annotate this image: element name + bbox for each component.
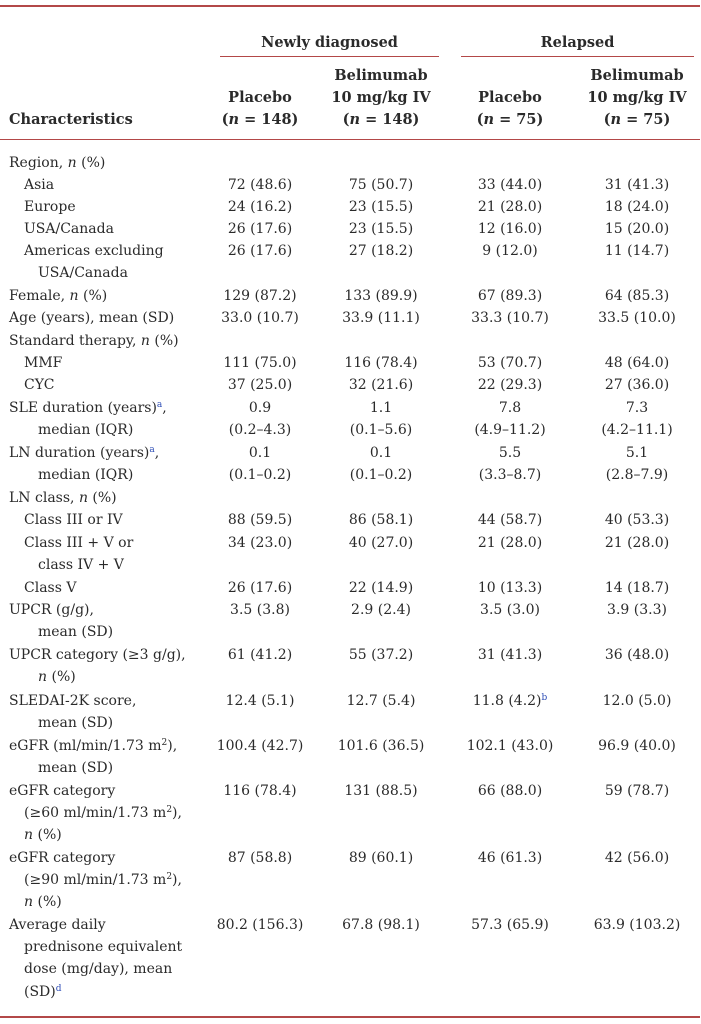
- row-label-prednisone-cont3: (SD)$^d$: [24, 984, 62, 1000]
- cell: 33.9 (11.1): [342, 310, 420, 326]
- row-label-ln-duration: LN duration (years)$^a$,: [9, 445, 160, 461]
- row-label-egfr-90-cont2: n (%): [24, 894, 62, 910]
- row-label-sledai-cont: mean (SD): [38, 715, 114, 731]
- characteristics-header: Characteristics: [9, 111, 133, 128]
- row-label-prednisone-cont2: dose (mg/day), mean: [24, 961, 173, 977]
- row-label-prednisone-cont: prednisone equivalent: [24, 939, 183, 955]
- col-header-placebo-new: Placebo (n = 148): [221, 89, 299, 128]
- cell: 89 (60.1): [348, 850, 414, 866]
- cell: 10 (13.3): [477, 580, 543, 596]
- cell: 37 (25.0): [227, 377, 293, 393]
- cell: 86 (58.1): [348, 512, 414, 528]
- row-label-mmf: MMF: [24, 355, 63, 371]
- cell: 14 (18.7): [604, 580, 670, 596]
- group-header-newly-diagnosed: Newly diagnosed: [261, 34, 398, 51]
- row-label-americas-cont: USA/Canada: [38, 265, 128, 281]
- row-label-sledai: SLEDAI-2K score,: [9, 693, 137, 709]
- cell: 3.5 (3.8): [230, 602, 290, 618]
- cell: 3.9 (3.3): [607, 602, 667, 618]
- cell: (0.2–4.3): [228, 422, 292, 438]
- cell: 12 (16.0): [477, 221, 543, 237]
- cell: 7.8: [498, 400, 522, 416]
- cell: 42 (56.0): [604, 850, 670, 866]
- cell: 12.7 (5.4): [346, 693, 416, 709]
- cell: (2.8–7.9): [605, 467, 669, 483]
- cell: 61 (41.2): [227, 647, 293, 663]
- cell: 66 (88.0): [477, 783, 543, 799]
- cell: 55 (37.2): [348, 647, 414, 663]
- cell: 40 (53.3): [604, 512, 670, 528]
- row-label-upcr-category: UPCR category (≥3 g/g),: [9, 647, 186, 663]
- row-label-class-iii-iv: Class III or IV: [24, 512, 123, 528]
- cell: (3.3–8.7): [478, 467, 542, 483]
- row-label-standard-therapy: Standard therapy, n (%): [9, 333, 179, 349]
- row-label-egfr: eGFR (ml/min/1.73 $m^2$),: [9, 738, 178, 754]
- col-header-belimumab-new: Belimumab 10 mg/kg IV (n = 148): [331, 67, 431, 128]
- cell: 21 (28.0): [477, 535, 543, 551]
- cell: 101.6 (36.5): [337, 738, 425, 754]
- row-label-egfr-cont: mean (SD): [38, 760, 114, 776]
- cell: 88 (59.5): [227, 512, 293, 528]
- cell: 0.9: [248, 400, 272, 416]
- row-label-class-iii-v: Class III + V or: [24, 535, 134, 551]
- cell: 24 (16.2): [227, 199, 293, 215]
- row-label-sle-duration-cont: median (IQR): [38, 422, 134, 438]
- cell: 18 (24.0): [604, 199, 670, 215]
- row-label-cyc: CYC: [24, 377, 55, 393]
- cell: 100.4 (42.7): [216, 738, 304, 754]
- row-label-age: Age (years), mean (SD): [9, 310, 175, 326]
- cell: 12.0 (5.0): [602, 693, 672, 709]
- cell: (4.2–11.1): [601, 422, 673, 438]
- row-label-class-iii-v-cont: class IV + V: [38, 557, 124, 573]
- cell: 31 (41.3): [604, 177, 670, 193]
- cell: 5.5: [498, 445, 522, 461]
- cell: 33.5 (10.0): [598, 310, 676, 326]
- cell: 22 (29.3): [477, 377, 543, 393]
- cell: 59 (78.7): [604, 783, 670, 799]
- cell: 22 (14.9): [348, 580, 414, 596]
- cell: 44 (58.7): [477, 512, 543, 528]
- row-label-egfr-60-cont: (≥60 ml/min/1.73 $m^2$),: [24, 805, 182, 821]
- row-label-egfr-90: eGFR category: [9, 850, 116, 866]
- cell: 46 (61.3): [477, 850, 543, 866]
- cell: (0.1–0.2): [349, 467, 413, 483]
- row-label-egfr-90-cont: (≥90 ml/min/1.73 $m^2$),: [24, 872, 182, 888]
- col-header-belimumab-relapsed: Belimumab 10 mg/kg IV (n = 75): [587, 67, 687, 128]
- cell: (0.1–0.2): [228, 467, 292, 483]
- cell: 53 (70.7): [477, 355, 543, 371]
- cell: 33.0 (10.7): [221, 310, 299, 326]
- cell: 0.1: [248, 445, 272, 461]
- cell: 63.9 (103.2): [593, 917, 681, 933]
- cell: 102.1 (43.0): [466, 738, 554, 754]
- cell: 21 (28.0): [477, 199, 543, 215]
- table-top-rule: [0, 5, 700, 7]
- cell: 64 (85.3): [604, 288, 670, 304]
- cell: 133 (89.9): [344, 288, 418, 304]
- cell: 96.9 (40.0): [598, 738, 676, 754]
- cell: 7.3: [625, 400, 649, 416]
- row-label-europe: Europe: [24, 199, 76, 215]
- cell: 36 (48.0): [604, 647, 670, 663]
- row-label-prednisone: Average daily: [9, 917, 106, 933]
- cell: 40 (27.0): [348, 535, 414, 551]
- cell: 57.3 (65.9): [471, 917, 549, 933]
- cell: 12.4 (5.1): [225, 693, 295, 709]
- row-label-female: Female, n (%): [9, 288, 108, 304]
- cell: 87 (58.8): [227, 850, 293, 866]
- cell: 31 (41.3): [477, 647, 543, 663]
- cell: 15 (20.0): [604, 221, 670, 237]
- row-label-usa-canada: USA/Canada: [24, 221, 114, 237]
- row-label-ln-duration-cont: median (IQR): [38, 467, 134, 483]
- cell: 80.2 (156.3): [216, 917, 304, 933]
- group-header-relapsed: Relapsed: [540, 34, 615, 51]
- cell: 26 (17.6): [227, 221, 293, 237]
- cell: 116 (78.4): [223, 783, 297, 799]
- row-label-class-v: Class V: [24, 580, 77, 596]
- cell: 75 (50.7): [348, 177, 414, 193]
- row-label-upcr-cont: mean (SD): [38, 624, 114, 640]
- cell: 116 (78.4): [344, 355, 418, 371]
- cell: 23 (15.5): [348, 221, 414, 237]
- table-bottom-rule: [0, 1016, 700, 1018]
- cell: 72 (48.6): [227, 177, 293, 193]
- cell: 34 (23.0): [227, 535, 293, 551]
- row-label-ln-class: LN class, n (%): [9, 490, 117, 506]
- cell: 48 (64.0): [604, 355, 670, 371]
- cell: 26 (17.6): [227, 243, 293, 259]
- cell: 111 (75.0): [223, 355, 297, 371]
- cell: 26 (17.6): [227, 580, 293, 596]
- row-label-americas: Americas excluding: [24, 243, 164, 259]
- cell: 11 (14.7): [604, 243, 670, 259]
- row-label-upcr-category-cont: n (%): [38, 669, 76, 685]
- row-label-egfr-60-cont2: n (%): [24, 827, 62, 843]
- cell: 23 (15.5): [348, 199, 414, 215]
- col-header-placebo-relapsed: Placebo (n = 75): [476, 89, 544, 128]
- cell: 33.3 (10.7): [471, 310, 549, 326]
- cell: 32 (21.6): [348, 377, 414, 393]
- cell: 9 (12.0): [482, 243, 538, 259]
- cell: 67 (89.3): [477, 288, 543, 304]
- group-rule-newly-diagnosed: [220, 56, 439, 57]
- cell: 3.5 (3.0): [480, 602, 540, 618]
- group-rule-relapsed: [461, 56, 694, 57]
- cell: 33 (44.0): [477, 177, 543, 193]
- cell: 21 (28.0): [604, 535, 670, 551]
- row-label-sle-duration: SLE duration (years)$^a$,: [9, 400, 167, 416]
- cell: 11.8 $(4.2)^b$: [472, 693, 548, 709]
- cell: 27 (36.0): [604, 377, 670, 393]
- cell: 27 (18.2): [348, 243, 414, 259]
- cell: (0.1–5.6): [349, 422, 413, 438]
- cell: 67.8 (98.1): [342, 917, 420, 933]
- cell: 5.1: [625, 445, 649, 461]
- cell: 2.9 (2.4): [351, 602, 411, 618]
- row-label-upcr: UPCR (g/g),: [9, 602, 94, 618]
- cell: 1.1: [369, 400, 393, 416]
- cell: 131 (88.5): [344, 783, 418, 799]
- cell: 129 (87.2): [223, 288, 297, 304]
- header-rule: [0, 139, 700, 140]
- cell: 0.1: [369, 445, 393, 461]
- row-label-egfr-60: eGFR category: [9, 783, 116, 799]
- row-label-region: Region, n (%): [9, 155, 106, 171]
- cell: (4.9–11.2): [474, 422, 546, 438]
- row-label-asia: Asia: [24, 177, 55, 193]
